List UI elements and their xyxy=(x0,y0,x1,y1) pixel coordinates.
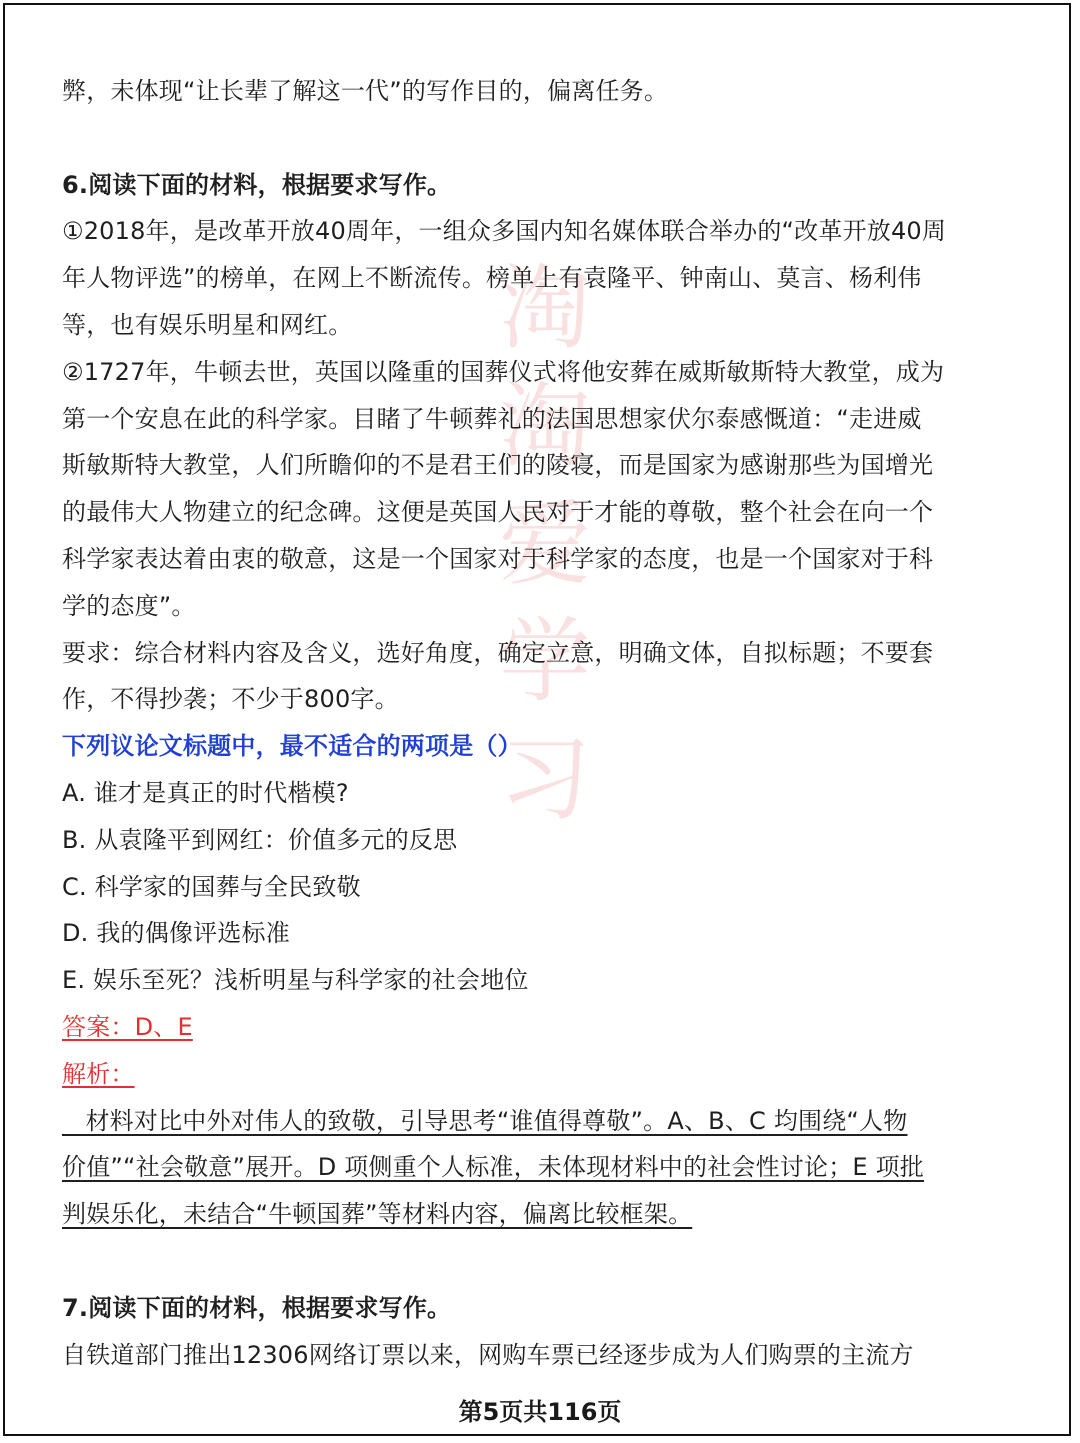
q7-material-line: 自铁道部门推出12306网络订票以来，网购车票已经逐步成为人们购票的主流方 xyxy=(62,1340,914,1369)
analysis-label: 解析： xyxy=(62,1059,135,1088)
watermark-char: 习 xyxy=(498,726,591,833)
q6-material-1-line: 年人物评选”的榜单，在网上不断流传。榜单上有袁隆平、钟南山、莫言、杨利伟 xyxy=(62,264,922,293)
analysis-line: 价值”“社会敬意”展开。D 项侧重个人标准，未体现材料中的社会性讨论；E 项批 xyxy=(62,1153,925,1182)
q6-requirement-line: 作，不得抄袭；不少于800字。 xyxy=(62,685,399,714)
q6-material-1-line: 等，也有娱乐明星和网红。 xyxy=(62,310,353,339)
watermark-char: 淘 xyxy=(498,255,591,362)
q6-material-2-line: ②1727年，牛顿去世，英国以隆重的国葬仪式将他安葬在威斯敏斯特大教堂，成为 xyxy=(62,357,945,386)
analysis-line: 判娱乐化，未结合“牛顿国葬”等材料内容，偏离比较框架。 xyxy=(62,1200,693,1229)
option-b: B. 从袁隆平到网红：价值多元的反思 xyxy=(62,825,458,854)
spacer xyxy=(62,1238,1022,1285)
watermark-char: 爱 xyxy=(498,490,591,598)
spacer xyxy=(62,115,1022,162)
q6-sub-question: 下列议论文标题中，最不适合的两项是（） xyxy=(62,732,522,761)
previous-analysis-tail: 弊，未体现“让长辈了解这一代”的写作目的，偏离任务。 xyxy=(62,77,669,105)
q6-material-1-line: ①2018年，是改革开放40周年，一组众多国内知名媒体联合举办的“改革开放40周 xyxy=(62,217,947,246)
watermark-char: 学 xyxy=(498,608,591,716)
q6-material-2-line: 的最伟大人物建立的纪念碑。这便是英国人民对于才能的尊敬，整个社会在向一个 xyxy=(62,498,934,527)
page-number: 第5页共116页 xyxy=(458,1398,622,1426)
q6-material-2-line: 第一个安息在此的科学家。目睹了牛顿葬礼的法国思想家伏尔泰感慨道：“走进威 xyxy=(62,404,922,433)
q6-requirement-line: 要求：综合材料内容及含义，选好角度，确定立意，明确文体，自拟标题；不要套 xyxy=(62,638,934,667)
answer: 答案：D、E xyxy=(62,1012,193,1041)
document-body xyxy=(62,68,1022,1378)
q6-material-2-line: 科学家表达着由衷的敬意，这是一个国家对于科学家的态度，也是一个国家对于科 xyxy=(62,544,934,573)
option-a: A. 谁才是真正的时代楷模? xyxy=(62,778,349,807)
analysis-line: 材料对比中外对伟人的致敬，引导思考“谁值得尊敬”。A、B、C 均围绕“人物 xyxy=(62,1106,908,1135)
q6-material-2-line: 学的态度”。 xyxy=(62,591,196,620)
question-7-title: 7.阅读下面的材料，根据要求写作。 xyxy=(62,1293,452,1322)
q6-material-2-line: 斯敏斯特大教堂，人们所瞻仰的不是君王们的陵寝，而是国家为感谢那些为国增光 xyxy=(62,451,934,480)
option-d: D. 我的偶像评选标准 xyxy=(62,919,290,948)
question-6-title: 6.阅读下面的材料，根据要求写作。 xyxy=(62,170,452,199)
option-e: E. 娱乐至死？浅析明星与科学家的社会地位 xyxy=(62,966,529,995)
option-c: C. 科学家的国葬与全民致敬 xyxy=(62,872,361,901)
watermark-char: 淘 xyxy=(498,372,591,480)
